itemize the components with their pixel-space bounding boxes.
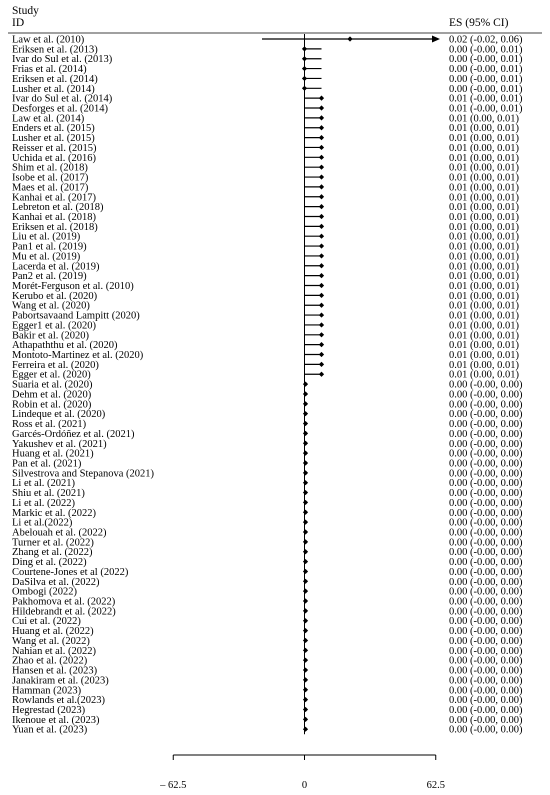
study-label: Pan1 et al. (2019) xyxy=(12,241,87,253)
study-label: Turner et al. (2022) xyxy=(12,537,94,549)
study-label: Kerubo et al. (2020) xyxy=(12,290,98,302)
study-ci-text: 0.01 (0.00, 0.01) xyxy=(449,152,519,164)
point-estimate xyxy=(319,96,324,101)
study-label: Pan2 et al. (2019) xyxy=(12,271,87,283)
study-rows xyxy=(12,35,523,736)
study-label: Shiu et al. (2021) xyxy=(12,488,85,500)
study-label: Law et al. (2010) xyxy=(12,34,85,46)
point-estimate xyxy=(303,707,308,712)
study-row xyxy=(12,449,523,460)
study-ci-text: 0.00 (-0.00, 0.00) xyxy=(449,724,523,736)
point-estimate xyxy=(303,697,308,702)
study-label: Pan et al. (2021) xyxy=(12,458,82,470)
study-label: Montoto-Martinez et al. (2020) xyxy=(12,350,144,362)
study-ci-text: 0.00 (-0.00, 0.00) xyxy=(449,428,523,440)
point-estimate xyxy=(319,224,324,229)
study-ci-text: 0.01 (0.00, 0.01) xyxy=(449,172,519,184)
x-axis-ticks xyxy=(159,755,445,791)
point-estimate xyxy=(303,441,308,446)
study-ci-text: 0.00 (-0.00, 0.00) xyxy=(449,557,523,569)
study-row xyxy=(12,54,523,65)
point-estimate xyxy=(319,135,324,140)
study-label: Li et al. (2021) xyxy=(12,478,75,490)
study-label: Athapaththu et al. (2020) xyxy=(12,340,118,352)
study-label: Janakiram et al. (2023) xyxy=(12,675,109,687)
study-label: Markic et al. (2022) xyxy=(12,507,96,519)
header-effect-size: ES (95% CI) xyxy=(449,17,509,29)
study-ci-text: 0.00 (-0.00, 0.00) xyxy=(449,468,523,480)
point-estimate xyxy=(319,125,324,130)
study-row xyxy=(12,468,523,479)
study-ci-text: 0.00 (-0.00, 0.00) xyxy=(449,695,523,707)
point-estimate xyxy=(303,559,308,564)
study-label: Huang et al. (2022) xyxy=(12,626,94,638)
study-label: Pabortsavaand Lampitt (2020) xyxy=(12,310,140,322)
study-label: Egger1 et al. (2020) xyxy=(12,320,96,332)
study-label: Bakir et al. (2020) xyxy=(12,330,89,342)
study-ci-text: 0.00 (-0.00, 0.00) xyxy=(449,566,523,578)
point-estimate xyxy=(303,480,308,485)
study-ci-text: 0.01 (0.00, 0.01) xyxy=(449,281,519,292)
study-ci-text: 0.01 (0.00, 0.01) xyxy=(449,123,519,135)
study-ci-text: 0.00 (-0.00, 0.00) xyxy=(449,675,523,687)
study-label: Silvestrova and Stepanova (2021) xyxy=(12,468,155,480)
study-ci-text: 0.00 (-0.00, 0.00) xyxy=(449,419,523,431)
study-label: Yakushev et al. (2021) xyxy=(12,438,107,450)
study-label: Zhao et al. (2022) xyxy=(12,655,88,667)
study-ci-text: 0.02 (-0.02, 0.06) xyxy=(449,34,523,46)
study-ci-text: 0.00 (-0.00, 0.00) xyxy=(449,606,523,618)
study-ci-text: 0.01 (0.00, 0.01) xyxy=(449,231,519,243)
study-label: Nahian et al. (2022) xyxy=(12,645,96,657)
point-estimate xyxy=(319,174,324,179)
study-row xyxy=(12,232,519,243)
study-ci-text: 0.00 (-0.00, 0.00) xyxy=(449,714,523,726)
study-label: Maes et al. (2017) xyxy=(12,182,89,194)
study-ci-text: 0.01 (0.00, 0.01) xyxy=(449,142,519,154)
study-ci-text: 0.01 (0.00, 0.01) xyxy=(449,261,519,273)
study-label: Eriksen et al. (2014) xyxy=(12,73,98,85)
point-estimate xyxy=(303,391,308,396)
point-estimate xyxy=(319,204,324,209)
study-ci-text: 0.00 (-0.00, 0.01) xyxy=(449,44,523,56)
study-ci-text: 0.00 (-0.00, 0.00) xyxy=(449,626,523,638)
study-ci-text: 0.00 (-0.00, 0.00) xyxy=(449,704,523,716)
study-label: Frias et al. (2014) xyxy=(12,64,87,76)
study-label: Ikenoue et al. (2023) xyxy=(12,714,100,726)
study-label: Ferreira et al. (2020) xyxy=(12,359,99,371)
point-estimate xyxy=(319,184,324,189)
study-label: Shim et al. (2018) xyxy=(12,162,88,174)
point-estimate xyxy=(303,490,308,495)
point-estimate xyxy=(319,253,324,258)
study-label: Isobe et al. (2017) xyxy=(12,172,89,184)
point-estimate xyxy=(303,687,308,692)
study-ci-text: 0.01 (0.00, 0.01) xyxy=(449,310,519,322)
study-ci-text: 0.00 (-0.00, 0.00) xyxy=(449,645,523,657)
study-ci-text: 0.01 (0.00, 0.01) xyxy=(449,320,519,332)
study-label: Mu et al. (2019) xyxy=(12,251,81,263)
x-tick-label: – 62.5 xyxy=(160,780,187,791)
point-estimate xyxy=(303,431,308,436)
study-ci-text: 0.01 (0.00, 0.01) xyxy=(449,350,519,362)
study-label: Ivar do Sul et al. (2013) xyxy=(12,54,113,66)
study-ci-text: 0.01 (0.00, 0.01) xyxy=(449,221,519,233)
study-row xyxy=(12,695,523,706)
point-estimate xyxy=(303,451,308,456)
study-label: Ombogi (2022) xyxy=(12,586,78,598)
study-ci-text: 0.00 (-0.00, 0.01) xyxy=(449,83,523,95)
study-ci-text: 0.01 (0.00, 0.01) xyxy=(449,113,519,125)
point-estimate xyxy=(319,352,324,357)
x-tick-label: 0 xyxy=(301,780,308,791)
point-estimate xyxy=(347,36,352,41)
study-ci-text: 0.01 (0.00, 0.01) xyxy=(449,251,519,263)
study-label: Law et al. (2014) xyxy=(12,113,85,125)
point-estimate xyxy=(303,727,308,732)
point-estimate xyxy=(319,303,324,308)
study-label: Suaria et al. (2020) xyxy=(12,379,93,391)
point-estimate xyxy=(303,549,308,554)
study-label: Liu et al. (2019) xyxy=(12,231,81,243)
study-ci-text: 0.00 (-0.00, 0.00) xyxy=(449,448,523,460)
point-estimate xyxy=(303,717,308,722)
study-ci-text: 0.00 (-0.00, 0.00) xyxy=(449,586,523,598)
study-label: Courtene-Jones et al (2022) xyxy=(12,566,129,578)
ci-arrow xyxy=(432,36,440,43)
study-label: Desforges et al. (2014) xyxy=(12,103,109,115)
point-estimate xyxy=(303,677,308,682)
study-ci-text: 0.01 (0.00, 0.01) xyxy=(449,271,519,283)
study-label: Wang et al. (2020) xyxy=(12,300,90,312)
study-label: Ross et al. (2021) xyxy=(12,419,87,431)
study-row xyxy=(12,606,523,617)
study-ci-text: 0.01 (0.00, 0.01) xyxy=(449,330,519,342)
study-ci-text: 0.00 (-0.00, 0.00) xyxy=(449,478,523,490)
study-ci-text: 0.00 (-0.00, 0.00) xyxy=(449,576,523,588)
study-ci-text: 0.01 (0.00, 0.01) xyxy=(449,300,519,312)
point-estimate xyxy=(303,648,308,653)
point-estimate xyxy=(303,628,308,633)
study-row xyxy=(12,104,523,115)
study-label: Uchida et al. (2016) xyxy=(12,152,96,164)
study-ci-text: 0.00 (-0.00, 0.00) xyxy=(449,547,523,559)
point-estimate xyxy=(303,470,308,475)
study-label: Wang et al. (2022) xyxy=(12,635,90,647)
study-row xyxy=(12,508,523,519)
study-ci-text: 0.00 (-0.00, 0.00) xyxy=(449,409,523,421)
point-estimate xyxy=(303,589,308,594)
point-estimate xyxy=(319,263,324,268)
study-row xyxy=(12,409,523,420)
point-estimate xyxy=(319,243,324,248)
study-label: Dehm et al. (2020) xyxy=(12,389,92,401)
point-estimate xyxy=(319,312,324,317)
point-estimate xyxy=(303,608,308,613)
point-estimate xyxy=(319,372,324,377)
study-label: Li et al. (2022) xyxy=(12,497,75,509)
study-ci-text: 0.00 (-0.00, 0.00) xyxy=(449,616,523,628)
study-row xyxy=(12,478,523,489)
study-row xyxy=(12,675,523,686)
study-ci-text: 0.01 (-0.00, 0.01) xyxy=(449,93,523,105)
study-label: Hansen et al. (2023) xyxy=(12,665,98,677)
point-estimate xyxy=(303,382,308,387)
study-ci-text: 0.00 (-0.00, 0.01) xyxy=(449,54,523,66)
point-estimate xyxy=(319,273,324,278)
point-estimate xyxy=(319,194,324,199)
study-ci-text: 0.00 (-0.00, 0.00) xyxy=(449,438,523,450)
study-ci-text: 0.01 (0.00, 0.01) xyxy=(449,182,519,194)
study-ci-text: 0.01 (0.00, 0.01) xyxy=(449,290,519,302)
study-ci-text: 0.01 (0.00, 0.01) xyxy=(449,340,519,352)
study-label: Li et al.(2022) xyxy=(12,517,73,529)
study-ci-text: 0.00 (-0.00, 0.00) xyxy=(449,665,523,677)
study-ci-text: 0.01 (0.00, 0.01) xyxy=(449,359,519,371)
study-label: Pakhomova et al. (2022) xyxy=(12,596,116,608)
study-label: Reisser et al. (2015) xyxy=(12,142,97,154)
study-ci-text: 0.01 (0.00, 0.01) xyxy=(449,241,519,253)
point-estimate xyxy=(319,322,324,327)
study-ci-text: 0.01 (0.00, 0.01) xyxy=(449,369,519,381)
study-label: Morét-Ferguson et al. (2010) xyxy=(12,281,134,292)
study-ci-text: 0.00 (-0.00, 0.00) xyxy=(449,537,523,549)
study-ci-text: 0.00 (-0.00, 0.00) xyxy=(449,399,523,411)
study-ci-text: 0.00 (-0.00, 0.00) xyxy=(449,596,523,608)
study-ci-text: 0.01 (0.00, 0.01) xyxy=(449,192,519,204)
point-estimate xyxy=(319,293,324,298)
study-ci-text: 0.01 (0.00, 0.01) xyxy=(449,202,519,214)
point-estimate xyxy=(319,214,324,219)
point-estimate xyxy=(303,618,308,623)
study-label: Hamman (2023) xyxy=(12,685,82,697)
study-label: Robin et al. (2020) xyxy=(12,399,92,411)
header-study: Study xyxy=(12,5,39,17)
point-estimate xyxy=(319,283,324,288)
study-ci-text: 0.01 (-0.00, 0.01) xyxy=(449,103,523,115)
study-label: Cui et al. (2022) xyxy=(12,616,81,628)
study-label: Yuan et al. (2023) xyxy=(12,724,88,736)
point-estimate xyxy=(303,667,308,672)
study-label: Kanhai et al. (2018) xyxy=(12,211,96,223)
point-estimate xyxy=(303,411,308,416)
study-ci-text: 0.00 (-0.00, 0.00) xyxy=(449,685,523,697)
study-row xyxy=(12,715,523,726)
study-ci-text: 0.01 (0.00, 0.01) xyxy=(449,133,519,145)
study-ci-text: 0.00 (-0.00, 0.00) xyxy=(449,458,523,470)
point-estimate xyxy=(303,658,308,663)
study-label: Hegrestad (2023) xyxy=(12,704,86,716)
study-ci-text: 0.01 (0.00, 0.01) xyxy=(449,162,519,174)
study-ci-text: 0.00 (-0.00, 0.01) xyxy=(449,73,523,85)
study-ci-text: 0.00 (-0.00, 0.00) xyxy=(449,497,523,509)
study-label: Ding et al. (2022) xyxy=(12,557,87,569)
study-row xyxy=(12,153,519,164)
study-label: DaSilva et al. (2022) xyxy=(12,576,100,588)
study-ci-text: 0.00 (-0.00, 0.00) xyxy=(449,655,523,667)
study-label: Lindeque et al. (2020) xyxy=(12,409,106,421)
study-label: Lusher et al. (2015) xyxy=(12,133,95,145)
study-label: Enders et al. (2015) xyxy=(12,123,95,135)
point-estimate xyxy=(319,362,324,367)
study-label: Lusher et al. (2014) xyxy=(12,83,95,95)
study-ci-text: 0.00 (-0.00, 0.00) xyxy=(449,389,523,401)
header-id: ID xyxy=(12,17,25,29)
point-estimate xyxy=(303,460,308,465)
study-label: Lebreton et al. (2018) xyxy=(12,202,104,214)
point-estimate xyxy=(303,598,308,603)
study-ci-text: 0.01 (0.00, 0.01) xyxy=(449,211,519,223)
study-label: Eriksen et al. (2013) xyxy=(12,44,98,56)
study-ci-text: 0.00 (-0.00, 0.00) xyxy=(449,379,523,391)
point-estimate xyxy=(303,421,308,426)
study-label: Ivar do Sul et al. (2014) xyxy=(12,93,113,105)
point-estimate xyxy=(319,332,324,337)
point-estimate xyxy=(319,115,324,120)
study-label: Hildebrandt et al. (2022) xyxy=(12,606,116,618)
study-ci-text: 0.00 (-0.00, 0.00) xyxy=(449,507,523,519)
point-estimate xyxy=(303,539,308,544)
study-label: Kanhai et al. (2017) xyxy=(12,192,96,204)
study-label: Garcés-Ordóñez et al. (2021) xyxy=(12,428,135,440)
point-estimate xyxy=(303,500,308,505)
point-estimate xyxy=(303,510,308,515)
study-ci-text: 0.00 (-0.00, 0.00) xyxy=(449,488,523,500)
study-row xyxy=(12,222,519,233)
point-estimate xyxy=(319,105,324,110)
point-estimate xyxy=(303,520,308,525)
study-row xyxy=(12,261,519,272)
point-estimate xyxy=(319,155,324,160)
study-label: Lacerda et al. (2019) xyxy=(12,261,100,273)
study-ci-text: 0.00 (-0.00, 0.00) xyxy=(449,517,523,529)
point-estimate xyxy=(319,342,324,347)
study-row xyxy=(12,547,523,558)
point-estimate xyxy=(319,145,324,150)
point-estimate xyxy=(319,234,324,239)
study-row xyxy=(12,242,519,253)
study-row xyxy=(12,725,523,736)
point-estimate xyxy=(303,638,308,643)
study-row xyxy=(12,577,523,588)
study-label: Rowlands et al.(2023) xyxy=(12,695,106,707)
point-estimate xyxy=(303,569,308,574)
study-ci-text: 0.00 (-0.00, 0.00) xyxy=(449,527,523,539)
study-row xyxy=(12,488,523,499)
study-label: Egger et al. (2020) xyxy=(12,369,91,381)
study-row xyxy=(12,646,523,657)
point-estimate xyxy=(319,165,324,170)
point-estimate xyxy=(303,529,308,534)
study-ci-text: 0.00 (-0.00, 0.01) xyxy=(449,64,523,76)
study-label: Huang et al. (2021) xyxy=(12,448,94,460)
study-label: Zhang et al. (2022) xyxy=(12,547,93,559)
point-estimate xyxy=(303,401,308,406)
point-estimate xyxy=(303,579,308,584)
study-label: Abelouah et al. (2022) xyxy=(12,527,107,539)
study-ci-text: 0.00 (-0.00, 0.00) xyxy=(449,635,523,647)
x-tick-label: 62.5 xyxy=(426,780,445,791)
study-label: Eriksen et al. (2018) xyxy=(12,221,98,233)
